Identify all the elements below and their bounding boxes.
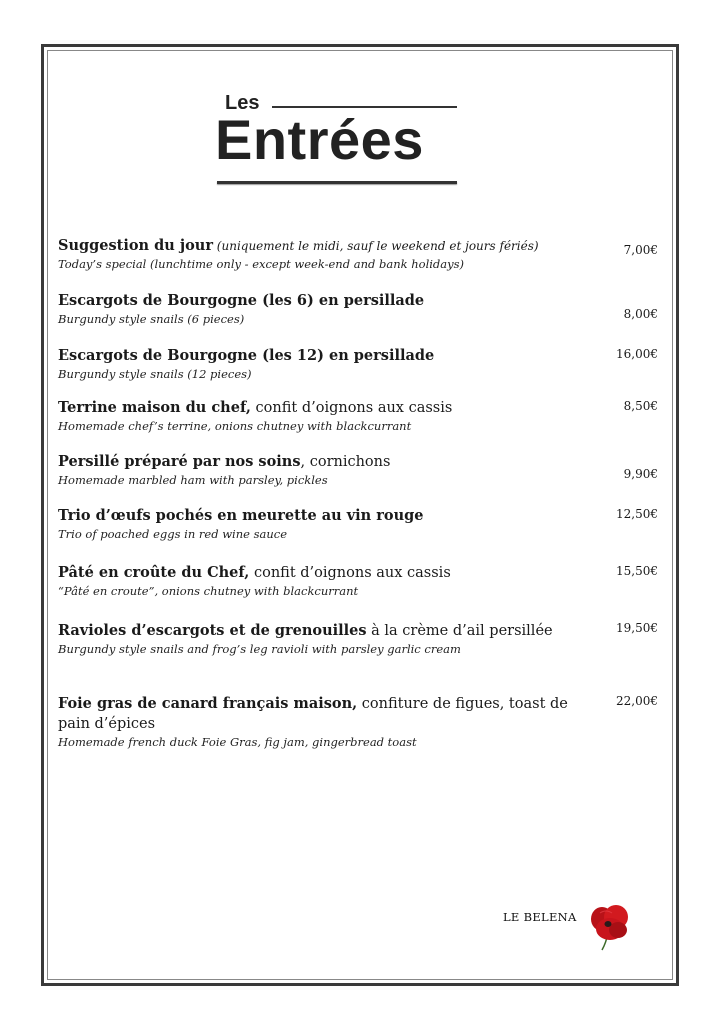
page-title — [215, 88, 460, 188]
menu-item-title: Ravioles d’escargots et de grenouilles — [58, 622, 367, 639]
menu-item-name — [58, 398, 603, 418]
restaurant-brand: LE BELENA — [503, 910, 577, 924]
menu-item-price: 8,00€ — [623, 307, 658, 321]
menu-item-price: 19,50€ — [616, 621, 658, 635]
menu-item — [58, 563, 603, 600]
menu-item — [58, 398, 603, 435]
menu-item-name — [58, 452, 603, 472]
menu-item-name — [58, 621, 603, 641]
menu-item-description: Homemade chef’s terrine, onions chutney with blackcurrant — [58, 419, 412, 433]
menu-item-name — [58, 563, 603, 583]
menu-item-title: Escargots de Bourgogne (les 6) en persillade — [58, 292, 425, 309]
menu-item-title: Trio d’œufs pochés en meurette au vin rouge — [58, 507, 424, 524]
menu-item-price: 22,00€ — [616, 694, 658, 708]
menu-item-title: Foie gras de canard français maison, — [58, 695, 358, 712]
menu-item-price: 9,90€ — [623, 467, 658, 481]
menu-item — [58, 694, 593, 751]
menu-item-suffix: confiture de figues, toast de pain d’épices — [58, 696, 568, 732]
menu-item-price: 16,00€ — [616, 347, 658, 361]
menu-item — [58, 506, 603, 543]
menu-item — [58, 346, 603, 383]
title-rule-bottom — [217, 181, 457, 184]
poppy-flower-icon — [588, 903, 632, 951]
menu-item-price: 12,50€ — [616, 507, 658, 521]
menu-item-description: Trio of poached eggs in red wine sauce — [58, 527, 288, 541]
menu-item — [58, 291, 603, 328]
menu-item-title: Persillé préparé par nos soins — [58, 453, 301, 470]
menu-item-name — [58, 291, 603, 311]
menu-item — [58, 621, 603, 658]
menu-item-suffix: à la crème d’ail persillée — [366, 623, 553, 639]
menu-item-description: Burgundy style snails (6 pieces) — [58, 312, 245, 326]
menu-item-description: Today’s special (lunchtime only - except week-end and bank holidays) — [58, 257, 465, 271]
menu-item-suffix: confit d’oignons aux cassis — [250, 400, 453, 416]
menu-item-suffix: , cornichons — [300, 454, 391, 470]
menu-item — [58, 452, 603, 489]
menu-item-description: Burgundy style snails and frog’s leg ravioli with parsley garlic cream — [58, 642, 461, 656]
menu-item — [58, 236, 603, 273]
title-small: Les — [225, 92, 260, 114]
menu-item-name — [58, 236, 603, 256]
menu-item-price: 15,50€ — [616, 564, 658, 578]
menu-item-description: “Pâté en croute”, onions chutney with blackcurrant — [58, 584, 359, 598]
menu-item-name — [58, 506, 603, 526]
menu-item-description: Homemade marbled ham with parsley, pickles — [58, 473, 328, 487]
menu-item-name — [58, 346, 603, 366]
menu-item-note: (uniquement le midi, sauf le weekend et jours fériés) — [212, 239, 539, 253]
menu-item-suffix: confit d’oignons aux cassis — [249, 565, 451, 581]
menu-item-description: Homemade french duck Foie Gras, fig jam, gingerbread toast — [58, 735, 417, 749]
menu-item-name — [58, 694, 593, 734]
menu-item-title: Pâté en croûte du Chef, — [58, 564, 250, 581]
menu-item-description: Burgundy style snails (12 pieces) — [58, 367, 252, 381]
menu-item-title: Suggestion du jour — [58, 237, 213, 254]
menu-item-price: 8,50€ — [623, 399, 658, 413]
menu-item-price: 7,00€ — [623, 243, 658, 257]
menu-item-title: Terrine maison du chef, — [58, 399, 251, 416]
menu-item-title: Escargots de Bourgogne (les 12) en persillade — [58, 347, 435, 364]
title-main: Entrées — [215, 108, 424, 171]
